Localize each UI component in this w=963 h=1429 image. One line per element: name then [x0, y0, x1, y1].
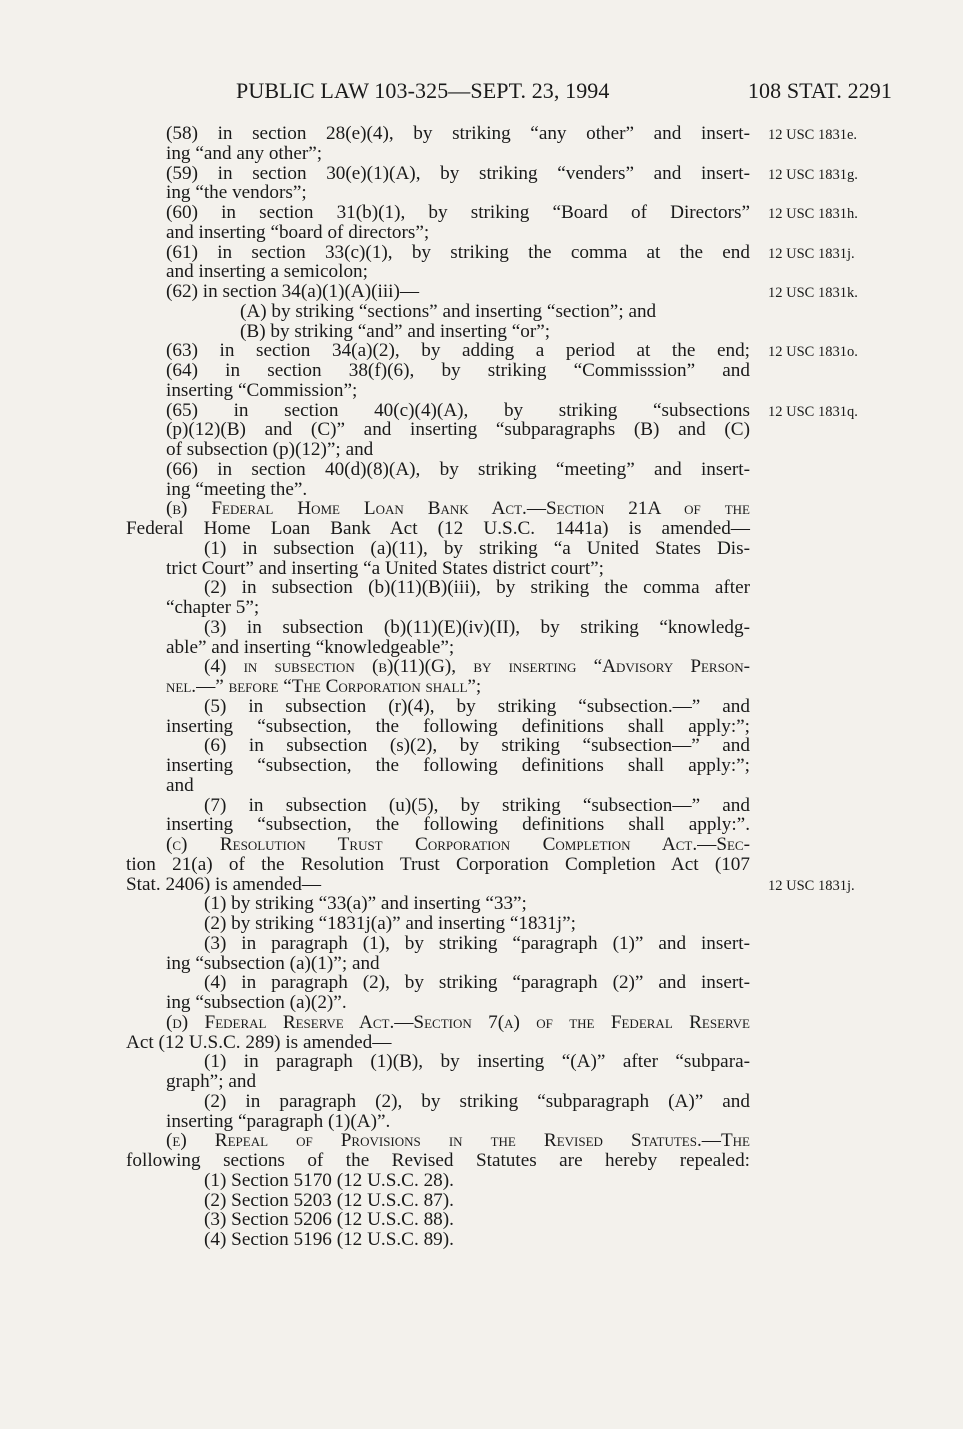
text-line: ing “subsection (a)(2)”. [166, 992, 347, 1013]
text-line: ing “the vendors”; [166, 182, 307, 204]
text-line: (2) in subsection (b)(11)(B)(iii), by striking the comma after [204, 577, 750, 599]
text-line: tion 21(a) of the Resolution Trust Corporation Completion Act (107 [126, 853, 750, 875]
margin-citation: 12 USC 1831h. [768, 206, 858, 222]
text-line: (d) Federal Reserve Act.—Section 7(a) of the Federal Reserve [166, 1011, 750, 1033]
text-line: and inserting “board of directors”; [166, 221, 430, 243]
text-line: and [166, 774, 194, 796]
text-line: (b) Federal Home Loan Bank Act.—Section 21A of the [166, 498, 750, 520]
text-line: (6) in subsection (s)(2), by striking “subsection—” and [204, 735, 750, 757]
text-line: (61) in section 33(c)(1), by striking the comma at the end [166, 241, 750, 263]
text-line: inserting “Commission”; [166, 379, 358, 401]
text-line: (64) in section 38(f)(6), by striking “Commisssion” and [166, 360, 750, 381]
text-line: (3) in paragraph (1), by striking “paragraph (1)” and insert- [204, 932, 750, 954]
text-line: (4) Section 5196 (12 U.S.C. 89). [204, 1229, 454, 1250]
text-line: of subsection (p)(12)”; and [166, 439, 374, 460]
text-line: (A) by striking “sections” and inserting “section”; and [240, 300, 657, 322]
text-line: (1) in paragraph (1)(B), by inserting “(A)” after “subpara- [204, 1051, 750, 1073]
document-body [126, 124, 750, 1250]
margin-citation: 12 USC 1831j. [768, 245, 855, 262]
margin-citation: 12 USC 1831q. [768, 403, 858, 420]
text-line: ing “meeting the”. [166, 478, 308, 500]
text-line: and inserting a semicolon; [166, 261, 368, 283]
text-line: (65) in section 40(c)(4)(A), by striking “subsections [166, 399, 750, 421]
text-line: (58) in section 28(e)(4), by striking “any other” and insert- [166, 123, 750, 144]
text-line: ing “subsection (a)(1)”; and [166, 952, 380, 974]
text-line: (63) in section 34(a)(2), by adding a period at the end; [166, 340, 750, 362]
text-line: graph”; and [166, 1071, 257, 1092]
text-line: (2) in paragraph (2), by striking “subparagraph (A)” and [204, 1090, 750, 1112]
text-line: (60) in section 31(b)(1), by striking “Board of Directors” [166, 202, 750, 223]
text-line: (B) by striking “and” and inserting “or”; [240, 320, 551, 342]
margin-citation: 12 USC 1831j. [768, 877, 855, 894]
text-line: able” and inserting “knowledgeable”; [166, 636, 455, 658]
text-line: (3) in subsection (b)(11)(E)(iv)(II), by striking “knowledg- [204, 616, 750, 638]
text-line: (1) Section 5170 (12 U.S.C. 28). [204, 1169, 454, 1191]
text-line: (4) in paragraph (2), by striking “paragraph (2)” and insert- [204, 972, 750, 994]
text-line: (2) Section 5203 (12 U.S.C. 87). [204, 1189, 454, 1211]
text-line: (62) in section 34(a)(1)(A)(iii)— [166, 281, 420, 302]
text-line: (66) in section 40(d)(8)(A), by striking “meeting” and insert- [166, 458, 750, 480]
text-line: “chapter 5”; [166, 597, 260, 618]
text-line: inserting “subsection, the following definitions shall apply:”; [166, 755, 750, 776]
text-line: (4) in subsection (b)(11)(G), by inserting “Advisory Person- [204, 656, 750, 678]
text-line: inserting “paragraph (1)(A)”. [166, 1110, 391, 1132]
text-line: (p)(12)(B) and (C)” and inserting “subparagraphs (B) and (C) [166, 419, 750, 441]
text-line: (c) Resolution Trust Corporation Completion Act.—Sec- [166, 834, 750, 855]
text-line: inserting “subsection, the following definitions shall apply:”. [166, 814, 750, 836]
text-line: Federal Home Loan Bank Act (12 U.S.C. 1441a) is amended— [126, 518, 750, 539]
text-line: Act (12 U.S.C. 289) is amended— [126, 1031, 392, 1053]
text-line: trict Court” and inserting “a United States district court”; [166, 557, 604, 579]
margin-citation: 12 USC 1831g. [768, 166, 858, 183]
text-line: (1) in subsection (a)(11), by striking “a United States Dis- [204, 537, 750, 559]
margin-citation: 12 USC 1831k. [768, 285, 858, 301]
text-line: (1) by striking “33(a)” and inserting “33”; [204, 893, 527, 915]
text-line: ing “and any other”; [166, 142, 323, 164]
text-line: (7) in subsection (u)(5), by striking “subsection—” and [204, 794, 750, 816]
text-line: (e) Repeal of Provisions in the Revised Statutes.—The [166, 1130, 750, 1152]
text-line: (59) in section 30(e)(1)(A), by striking “venders” and insert- [166, 162, 750, 184]
text-line: Stat. 2406) is amended— [126, 873, 322, 895]
margin-citation: 12 USC 1831e. [768, 127, 858, 143]
header-stat-page: 108 STAT. 2291 [747, 78, 892, 103]
text-line: following sections of the Revised Statutes are hereby repealed: [126, 1150, 750, 1171]
text-line: (5) in subsection (r)(4), by striking “subsection.—” and [204, 695, 750, 717]
header-title: PUBLIC LAW 103-325—SEPT. 23, 1994 [236, 78, 610, 103]
text-line: inserting “subsection, the following definitions shall apply:”; [166, 715, 750, 737]
margin-citation: 12 USC 1831o. [768, 344, 858, 361]
text-line: (2) by striking “1831j(a)” and inserting “1831j”; [204, 913, 576, 934]
text-line: (3) Section 5206 (12 U.S.C. 88). [204, 1209, 454, 1231]
text-line: nel.—” before “The Corporation shall”; [166, 676, 482, 697]
